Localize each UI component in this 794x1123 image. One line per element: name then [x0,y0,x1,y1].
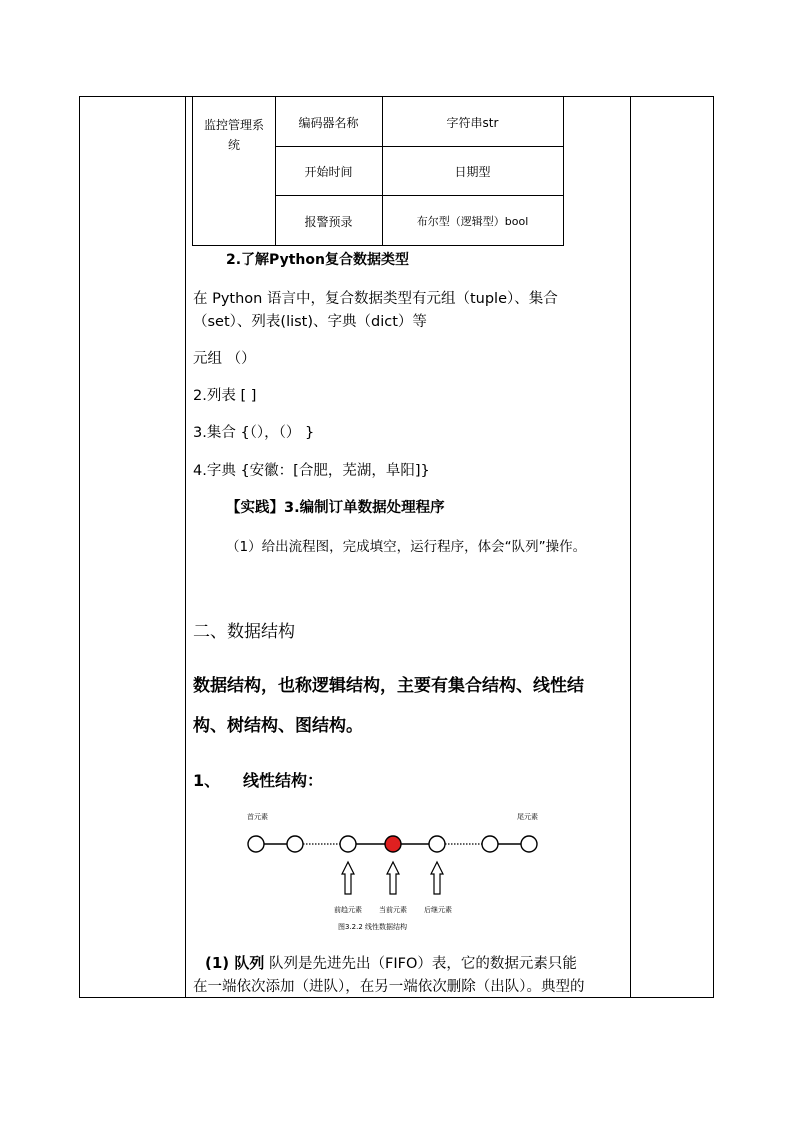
next-arrow-icon [431,862,443,894]
practice-instruction: （1）给出流程图，完成填空，运行程序，体会“队列”操作。 [226,539,587,555]
queue-label: (1) 队列 [205,954,265,972]
queue-line2: 在一端依次添加（进队），在另一端依次删除（出队）。典型的 [193,979,585,995]
structure-heading: 二、数据结构 [193,622,295,642]
queue-line1 [205,952,577,973]
practice-title: 3.编制订单数据处理程序 [284,500,445,516]
queue-definition: 队列是先进先出（FIFO）表，它的数据元素只能 [268,956,577,972]
second-element-node [287,836,303,852]
list-item-dict: 4.字典 {安徽：[合肥，芜湖，阜阳]} [193,463,430,479]
subsection-title: 线性结构： [243,771,324,790]
subsection-number: 1、 [193,771,221,790]
outer-table-bottom-border [79,997,714,998]
outer-table-col-divider-1 [185,96,186,998]
table-row-type: 布尔型（逻辑型）bool [416,215,529,228]
next-element-node [429,836,445,852]
list-item-set: 3.集合 {（），（） } [193,425,315,441]
diagram-caption: 图3.2.2 线性数据结构 [338,923,408,931]
list-item-list: 2.列表 [ ] [193,388,257,404]
table-row-type: 日期型 [454,165,491,179]
first-element-node [248,836,264,852]
structure-summary-line1: 数据结构，也称逻辑结构，主要有集合结构、线性结 [193,676,584,696]
practice-line [226,496,445,517]
first-element-label: 首元素 [247,813,268,821]
system-label-line2: 统 [227,138,240,152]
outer-table-left-border [79,96,80,998]
composite-heading: 2.了解Python复合数据类型 [226,252,409,268]
table-row-field: 开始时间 [304,165,353,179]
table-row-field: 报警预录 [304,215,353,229]
practice-label: 【实践】 [226,500,284,516]
last-element-node [521,836,537,852]
composite-intro-line1: 在 Python 语言中，复合数据类型有元组（tuple）、集合 [193,291,558,307]
structure-summary-line2: 构、树结构、图结构。 [193,716,363,736]
prev-arrow-icon [342,862,354,894]
linear-structure-diagram [240,808,550,936]
current-arrow-icon [387,862,399,894]
current-element-label: 当前元素 [379,906,407,914]
second-last-element-node [482,836,498,852]
system-label-line1: 监控管理系 [203,118,264,132]
composite-intro-line2: （set）、列表(list)、字典（dict）等 [193,314,427,330]
prev-element-node [340,836,356,852]
inner-data-table [192,97,564,246]
prev-element-label: 前趋元素 [334,906,362,914]
outer-table-col-divider-2 [630,96,631,998]
current-element-node [385,836,401,852]
next-element-label: 后继元素 [424,906,452,914]
table-row-type: 字符串str [446,116,499,130]
table-row-field: 编码器名称 [298,116,359,130]
system-label-cell [198,115,270,155]
list-item-tuple: 元组 （） [193,351,256,367]
last-element-label: 尾元素 [517,813,538,821]
outer-table-right-border [713,96,714,998]
